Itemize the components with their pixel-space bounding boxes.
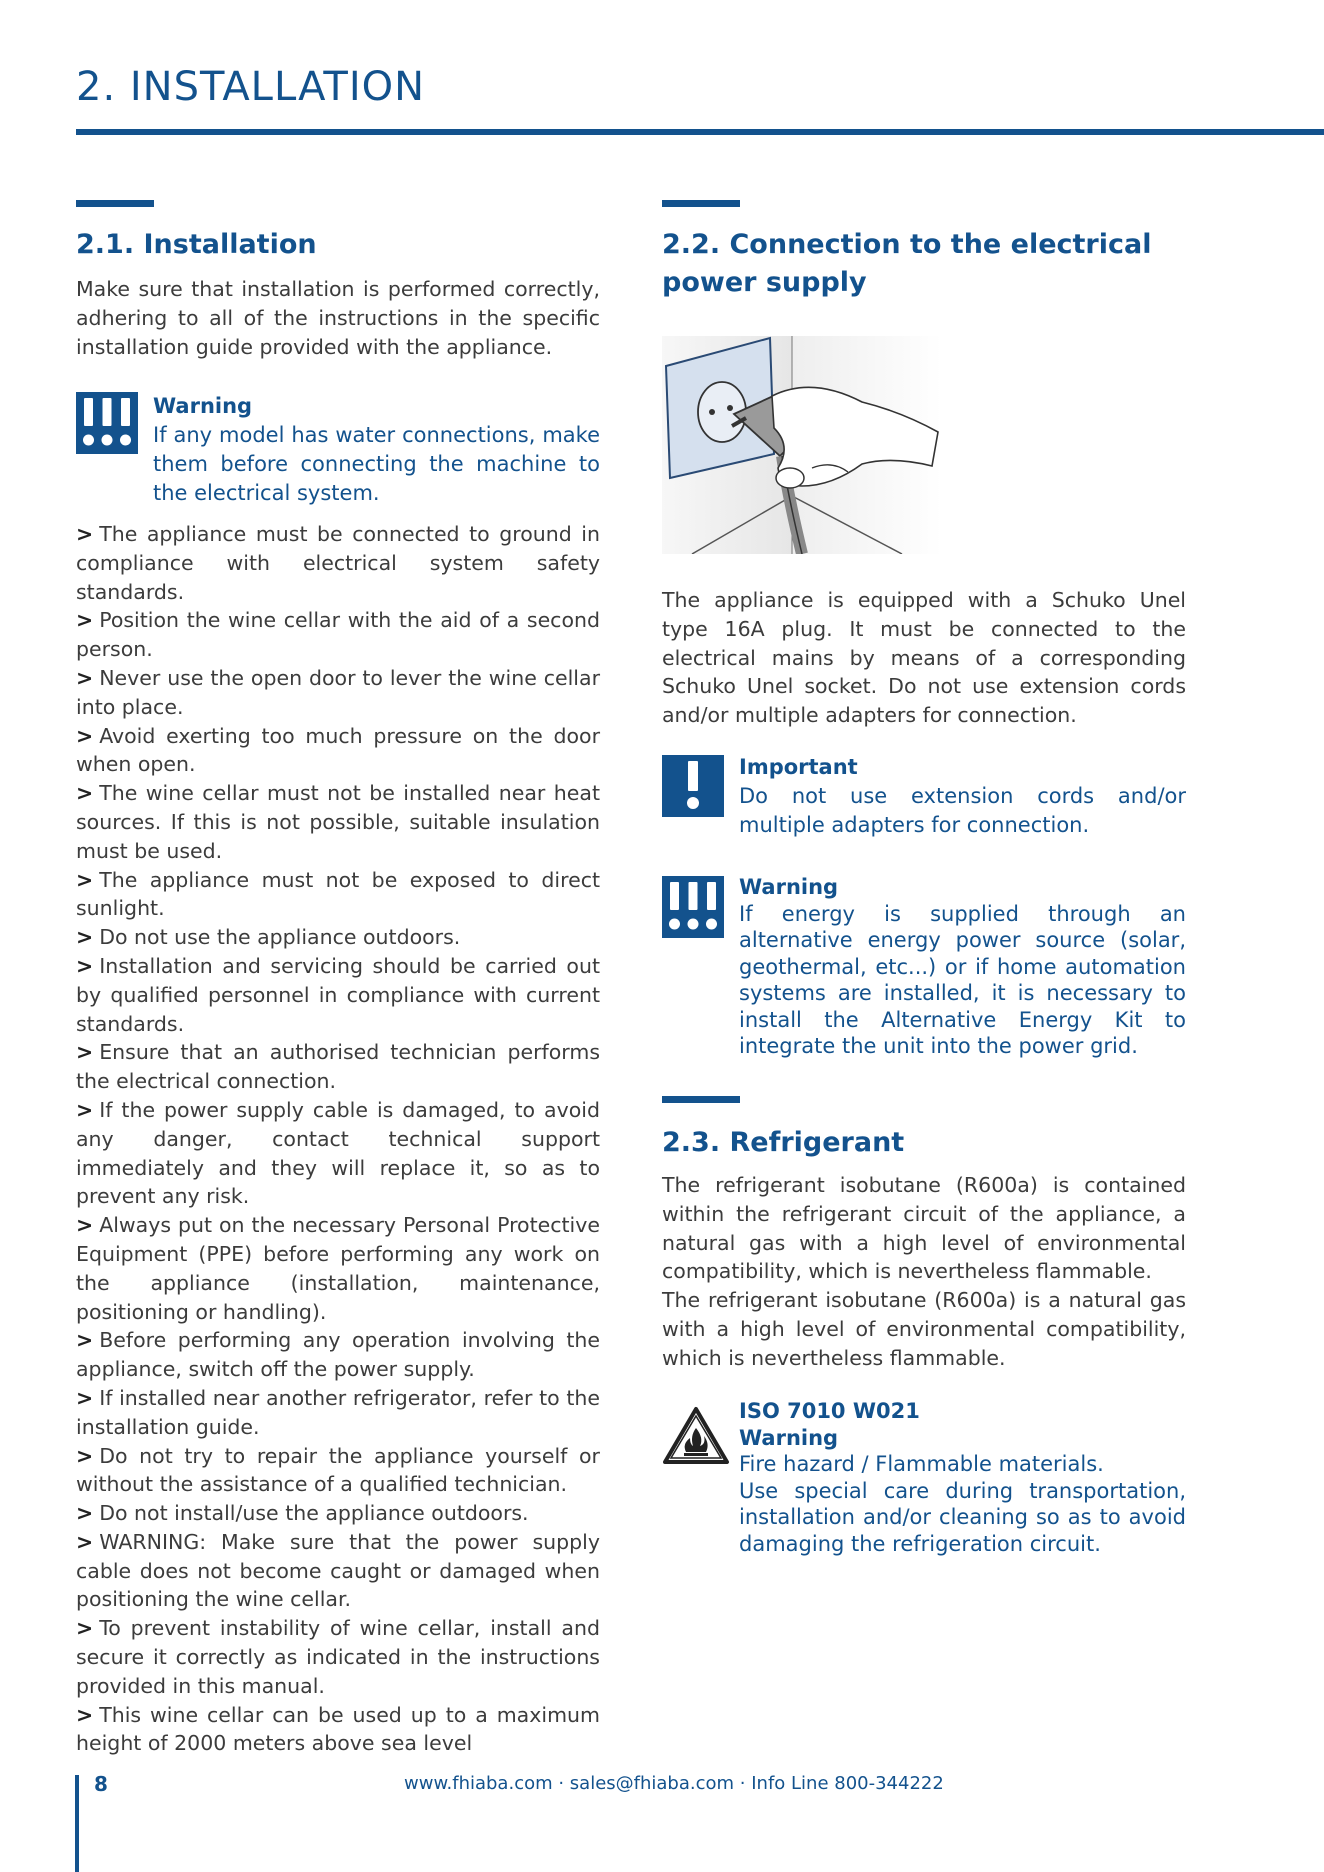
bullet-marker: > xyxy=(76,1213,94,1238)
section-accent-bar xyxy=(662,200,740,207)
bullet-text: Always put on the necessary Personal Protective Equipment (PPE) before performing any work on the appliance (installation, maintenance, positioning or handling). xyxy=(76,1213,600,1324)
bullet-text: To prevent instability of wine cellar, install and secure it correctly as indicated in the instructions provided in this manual. xyxy=(76,1616,600,1698)
bullet-item xyxy=(76,1038,600,1096)
important-text: Do not use extension cords and/or multiple adapters for connection. xyxy=(739,784,1186,837)
bullet-text: If installed near another refrigerator, refer to the installation guide. xyxy=(76,1385,600,1439)
footer-bar xyxy=(75,1775,79,1872)
bullet-text: Position the wine cellar with the aid of a second person. xyxy=(76,608,600,662)
bullet-item xyxy=(76,952,600,1038)
bullet-item xyxy=(76,866,600,924)
bullet-item xyxy=(76,520,600,606)
bullet-item xyxy=(76,1096,600,1211)
refrigerant-body-1: The refrigerant isobutane (R600a) is contained within the refrigerant circuit of the appliance, a natural gas with a high level of environmental compatibility, which is nevertheless flammable. xyxy=(662,1173,1186,1284)
bullet-text: Do not use the appliance outdoors. xyxy=(99,925,461,950)
bullet-item xyxy=(76,664,600,722)
section-title-refrigerant: 2.3. Refrigerant xyxy=(662,1127,905,1158)
bullet-text: Never use the open door to lever the wine cellar into place. xyxy=(76,665,600,719)
bullet-text: WARNING: Make sure that the power supply cable does not become caught or damaged when positioning the wine cellar. xyxy=(76,1529,600,1612)
triple-exclamation-icon xyxy=(76,392,138,454)
section-accent-bar xyxy=(76,200,154,207)
section-title-installation: 2.1. Installation xyxy=(76,229,317,260)
bullet-text: The wine cellar must not be installed near heat sources. If this is not possible, suitable insulation must be used. xyxy=(76,781,600,863)
bullet-text: The appliance must not be exposed to direct sunlight. xyxy=(76,867,600,921)
bullet-marker: > xyxy=(76,953,94,978)
refrigerant-body-2: The refrigerant isobutane (R600a) is a natural gas with a high level of environmental compatibility, which is nevertheless flammable. xyxy=(662,1288,1186,1370)
plug-socket-illustration xyxy=(662,336,942,554)
installation-intro: Make sure that installation is performed correctly, adhering to all of the instructions in the specific installation guide provided with the appliance. xyxy=(76,277,600,359)
header-rule xyxy=(76,129,1324,135)
bullet-marker: > xyxy=(76,1702,94,1727)
bullet-marker: > xyxy=(76,1040,94,1065)
bullet-item xyxy=(76,1614,600,1700)
warning-heading: Warning xyxy=(153,394,253,418)
installation-bullet-list xyxy=(76,520,600,1758)
bullet-marker: > xyxy=(76,608,94,633)
chapter-title: 2. INSTALLATION xyxy=(76,64,426,110)
bullet-marker: > xyxy=(76,1097,94,1122)
bullet-marker: > xyxy=(76,1443,94,1468)
triple-exclamation-icon xyxy=(662,876,724,938)
footer-contact: www.fhiaba.com · sales@fhiaba.com · Info Line 800-344222 xyxy=(404,1773,944,1794)
bullet-marker: > xyxy=(76,1328,94,1353)
bullet-marker: > xyxy=(76,1385,94,1410)
bullet-item xyxy=(76,606,600,664)
important-heading: Important xyxy=(739,755,858,779)
bullet-marker: > xyxy=(76,781,94,806)
alt-energy-warning-callout xyxy=(662,876,1186,1066)
power-supply-body: The appliance is equipped with a Schuko Unel type 16A plug. It must be connected to the electrical mains by means of a corresponding Schuko Unel socket. Do not use extension cords and/or multiple adapters for connection. xyxy=(662,588,1186,728)
bullet-marker: > xyxy=(76,1501,94,1526)
warning-text: If any model has water connections, make them before connecting the machine to the electrical system. xyxy=(153,423,600,505)
bullet-text: This wine cellar can be used up to a maximum height of 2000 meters above sea level xyxy=(76,1702,600,1756)
bullet-marker: > xyxy=(76,867,94,892)
flammable-warning-heading: Warning xyxy=(739,1425,839,1450)
important-callout xyxy=(662,755,1186,845)
flammable-warning-line1: Fire hazard / Flammable materials. xyxy=(739,1452,1104,1476)
flammable-warning-line2: Use special care during transportation, installation and/or cleaning so as to avoid damaging the refrigeration circuit. xyxy=(739,1478,1186,1556)
bullet-text: Installation and servicing should be carried out by qualified personnel in compliance with current standards. xyxy=(76,953,600,1036)
alt-energy-warning-heading: Warning xyxy=(739,875,839,899)
alt-energy-warning-text: If energy is supplied through an alternative energy power source (solar, geothermal, etc...) or if home automation systems are installed, it is necessary to install the Alternative Energy Kit to integrate the unit into the power grid. xyxy=(739,901,1186,1058)
section-title-power-supply: 2.2. Connection to the electrical power supply xyxy=(662,229,1152,298)
bullet-text: Avoid exerting too much pressure on the door when open. xyxy=(76,723,600,777)
bullet-text: If the power supply cable is damaged, to avoid any danger, contact technical support immediately and they will replace it, so as to prevent any risk. xyxy=(76,1097,600,1209)
bullet-item xyxy=(76,1442,600,1500)
page-number: 8 xyxy=(94,1772,108,1796)
installation-warning-callout xyxy=(76,392,600,512)
bullet-text: Ensure that an authorised technician performs the electrical connection. xyxy=(76,1040,600,1094)
bullet-item xyxy=(76,923,600,952)
flammable-triangle-icon xyxy=(662,1406,730,1466)
bullet-text: The appliance must be connected to ground in compliance with electrical system safety standards. xyxy=(76,522,600,604)
bullet-text: Do not try to repair the appliance yourself or without the assistance of a qualified technician. xyxy=(76,1443,600,1497)
bullet-marker: > xyxy=(76,522,94,546)
bullet-marker: > xyxy=(76,723,94,748)
bullet-marker: > xyxy=(76,665,94,690)
bullet-item xyxy=(76,722,600,780)
bullet-item xyxy=(76,1326,600,1384)
bullet-item xyxy=(76,1528,600,1614)
bullet-marker: > xyxy=(76,1529,94,1554)
bullet-marker: > xyxy=(76,925,94,950)
bullet-item xyxy=(76,1499,600,1528)
flammable-warning-callout xyxy=(662,1400,1186,1570)
iso-code: ISO 7010 W021 xyxy=(739,1399,920,1423)
bullet-item xyxy=(76,779,600,865)
bullet-text: Do not install/use the appliance outdoors. xyxy=(99,1501,529,1526)
bullet-text: Before performing any operation involving the appliance, switch off the power supply. xyxy=(76,1328,600,1382)
bullet-marker: > xyxy=(76,1616,94,1641)
bullet-item xyxy=(76,1211,600,1326)
bullet-item xyxy=(76,1701,600,1759)
section-accent-bar xyxy=(662,1096,740,1103)
bullet-item xyxy=(76,1384,600,1442)
exclamation-icon xyxy=(662,755,724,817)
